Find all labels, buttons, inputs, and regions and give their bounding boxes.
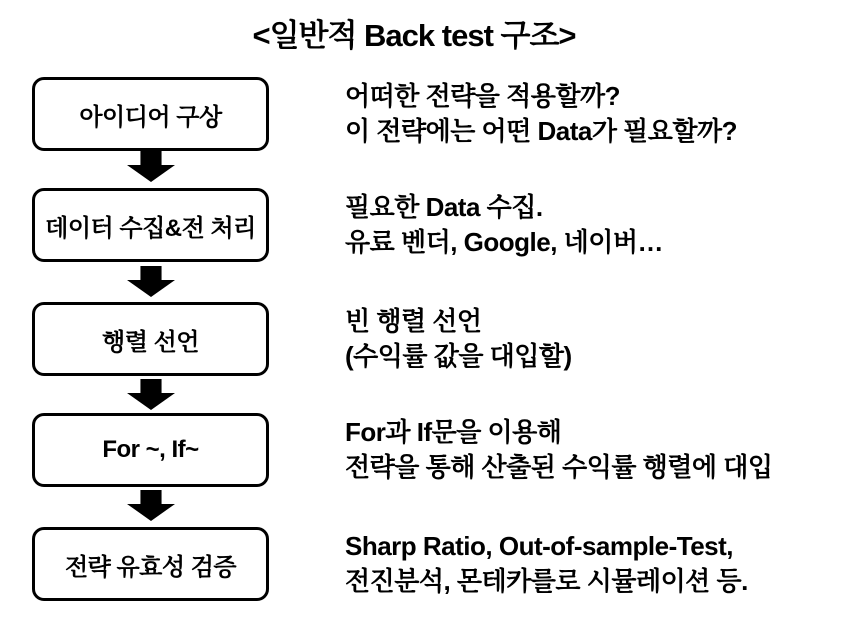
step-description-line: 전략을 통해 산출된 수익률 행렬에 대입 xyxy=(345,452,773,482)
step-description-for-if xyxy=(345,413,847,487)
step-description-line: 전진분석, 몬테카를로 시뮬레이션 등. xyxy=(345,566,748,596)
flow-step-box-data-collection xyxy=(32,188,269,262)
step-description-line: 빈 행렬 선언 xyxy=(345,306,482,336)
step-description-line: 유료 벤더, Google, 네이버… xyxy=(345,227,663,257)
flow-step-label: 아이디어 구상 xyxy=(79,103,222,131)
step-description-line: 필요한 Data 수집. xyxy=(345,192,543,222)
step-description-line: 이 전략에는 어떤 Data가 필요할까? xyxy=(345,116,738,146)
flow-step-label: For ~, If~ xyxy=(102,436,199,463)
diagram-title: <일반적 Back test 구조> xyxy=(252,18,576,53)
step-description-line: (수익률 값을 대입할) xyxy=(345,341,572,371)
step-description-idea xyxy=(345,77,847,151)
step-description-validation xyxy=(345,527,847,601)
flow-step-box-for-if xyxy=(32,413,269,487)
flow-step-box-matrix-declaration xyxy=(32,302,269,376)
down-arrow-icon xyxy=(127,379,175,410)
down-arrow-icon xyxy=(127,151,175,182)
flow-step-box-validation xyxy=(32,527,269,601)
flow-step-box-idea xyxy=(32,77,269,151)
step-description-line: Sharp Ratio, Out-of-sample-Test, xyxy=(345,531,733,561)
step-description-data-collection xyxy=(345,188,847,262)
step-description-matrix-declaration xyxy=(345,302,847,376)
down-arrow-icon xyxy=(127,266,175,297)
flow-step-label: 전략 유효성 검증 xyxy=(64,553,237,581)
flow-step-label: 데이터 수집&전 처리 xyxy=(45,214,256,242)
step-description-line: For과 If문을 이용해 xyxy=(345,417,562,447)
step-description-line: 어떠한 전략을 적용할까? xyxy=(345,81,620,111)
flow-step-label: 행렬 선언 xyxy=(102,328,199,356)
down-arrow-icon xyxy=(127,490,175,521)
